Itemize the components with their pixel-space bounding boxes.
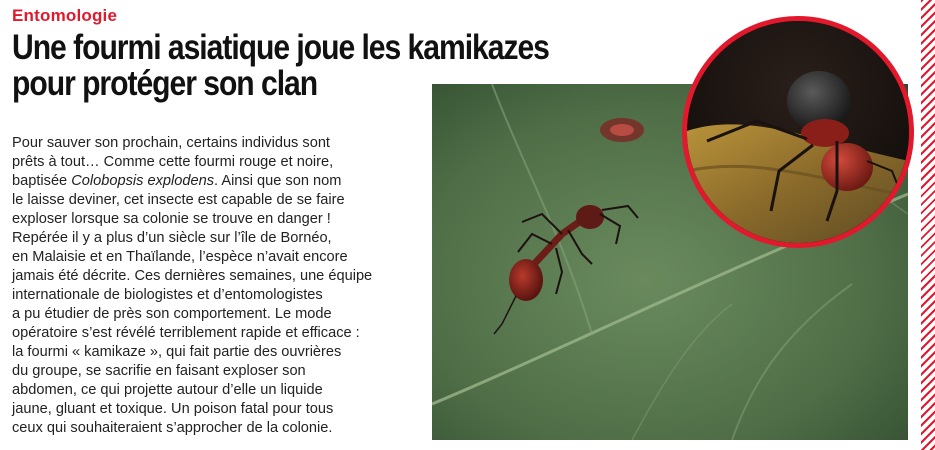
body-line: jaune, gluant et toxique. Un poison fatal pour tous	[12, 401, 334, 417]
body-line: en Malaisie et en Thaïlande, l’espèce n’avait encore	[12, 249, 348, 265]
ant-closeup-photo	[682, 16, 914, 248]
body-line: abdomen, ce qui projette autour d’elle un liquide	[12, 382, 323, 398]
body-line: Repérée il y a plus d’un siècle sur l’île de Bornéo,	[12, 230, 332, 246]
article-body	[12, 134, 422, 438]
headline-line-2: pour protéger son clan	[12, 64, 318, 103]
body-line: opératoire s’est révélé terriblement rapide et efficace :	[12, 325, 360, 341]
decorative-hatch-border	[921, 0, 935, 450]
body-line: prêts à tout… Comme cette fourmi rouge et noire,	[12, 154, 334, 170]
body-line: Pour sauver son prochain, certains individus sont	[12, 135, 330, 151]
body-line: ceux qui souhaiteraient s’approcher de la colonie.	[12, 420, 333, 436]
body-line: la fourmi « kamikaze », qui fait partie des ouvrières	[12, 344, 342, 360]
body-line: internationale de biologistes et d’entomologistes	[12, 287, 323, 303]
species-name: Colobopsis explodens	[71, 173, 215, 189]
body-line-pre: baptisée	[12, 173, 72, 189]
body-line: exploser lorsque sa colonie se trouve en danger !	[12, 211, 331, 227]
body-line: jamais été décrite. Ces dernières semaines, une équipe	[12, 268, 373, 284]
body-line-post: . Ainsi que son nom	[214, 173, 342, 189]
body-line	[12, 172, 422, 191]
body-line: a pu étudier de près son comportement. Le mode	[12, 306, 332, 322]
headline-line-1: Une fourmi asiatique joue les kamikazes	[12, 28, 549, 67]
closeup-illustration	[687, 21, 909, 243]
body-line: du groupe, se sacrifie en faisant exploser son	[12, 363, 306, 379]
body-line: le laisse deviner, cet insecte est capable de se faire	[12, 192, 345, 208]
section-rubric: Entomologie	[12, 6, 118, 25]
